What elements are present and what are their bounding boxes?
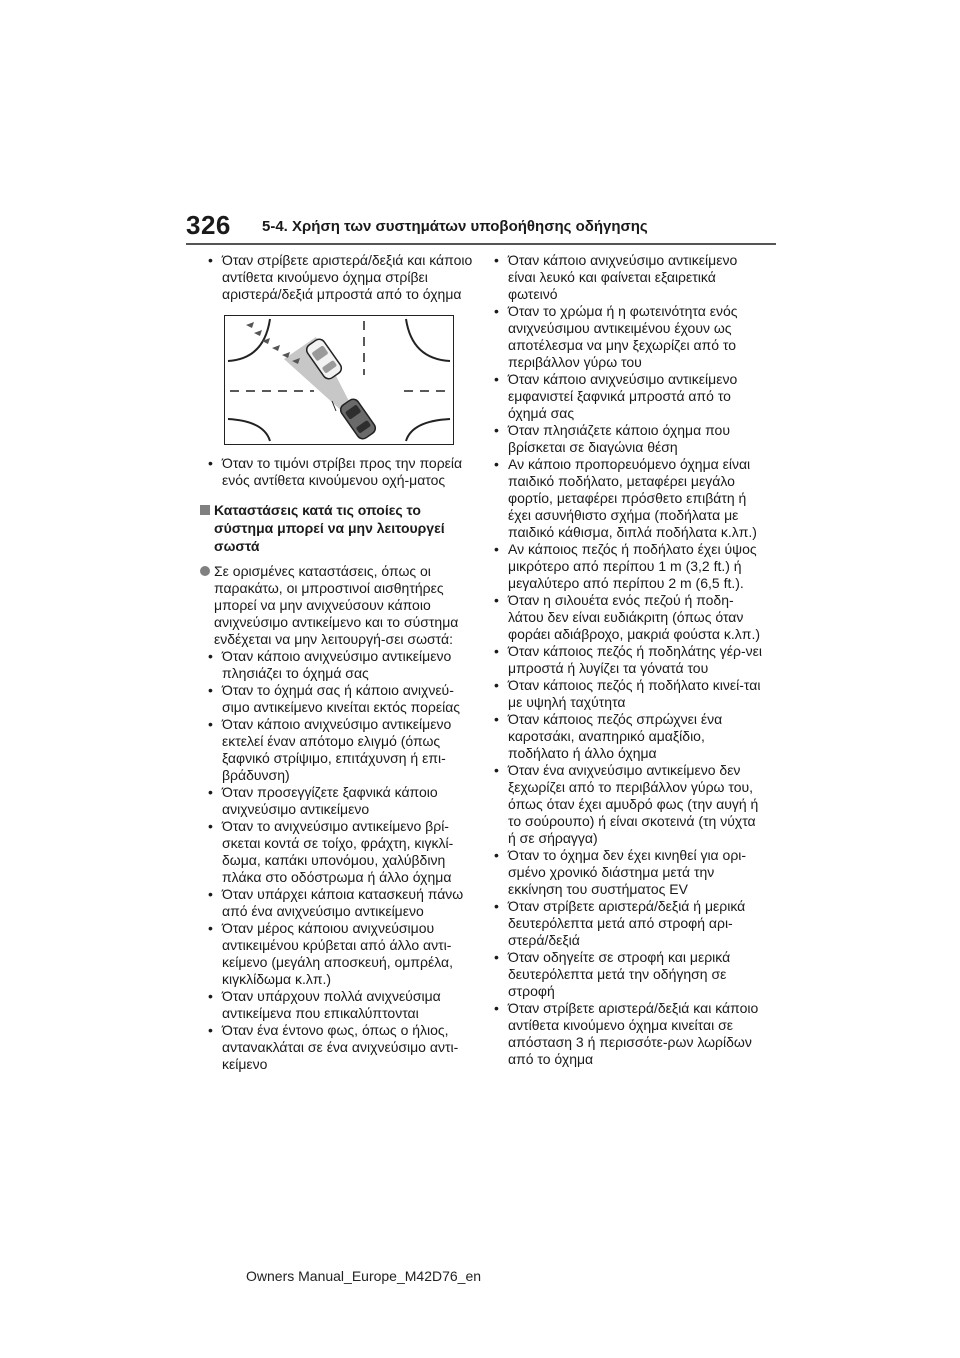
right-column <box>494 252 766 1068</box>
list-item: • Όταν στρίβετε αριστερά/δεξιά ή μερικά δευτερόλεπτα μετά από στροφή αρι-στερά/δεξιά <box>494 898 766 949</box>
right-bullet-list <box>494 252 766 1068</box>
list-item: • Όταν κάποιος πεζός ή ποδήλατο κινεί-ται με υψηλή ταχύτητα <box>494 677 766 711</box>
header-rule <box>186 243 776 245</box>
list-item: • Όταν κάποιος πεζός σπρώχνει ένα καροτσάκι, αναπηρικό αμαξίδιο, ποδήλατο ή άλλο όχημα <box>494 711 766 762</box>
list-item: • Όταν πλησιάζετε κάποιο όχημα που βρίσκεται σε διαγώνια θέση <box>494 422 766 456</box>
list-item: • Όταν κάποιο ανιχνεύσιμο αντικείμενο είναι λευκό και φαίνεται εξαιρετικά φωτεινό <box>494 252 766 303</box>
section-title: 5-4. Χρήση των συστημάτων υποβοήθησης οδήγησης <box>262 218 648 235</box>
intersection-diagram <box>224 315 454 445</box>
list-item: • Όταν το τιμόνι στρίβει προς την πορεία ενός αντίθετα κινούμενου οχή-ματος <box>208 455 480 489</box>
page-number: 326 <box>186 210 231 240</box>
list-item: • Αν κάποιος πεζός ή ποδήλατο έχει ύψος μικρότερο από περίπου 1 m (3,2 ft.) ή μεγαλύτερο από περίπου 2 m (6,5 ft.). <box>494 541 766 592</box>
list-item: • Όταν προσεγγίζετε ξαφνικά κάποιο ανιχνεύσιμο αντικείμενο <box>208 784 480 818</box>
footer-text: Owners Manual_Europe_M42D76_en <box>246 1268 482 1284</box>
list-item: • Όταν κάποιο ανιχνεύσιμο αντικείμενο πλησιάζει το όχημά σας <box>208 648 480 682</box>
list-item: • Όταν στρίβετε αριστερά/δεξιά και κάποιο αντίθετα κινούμενο όχημα κινείται σε απόσταση 3 ή περισσότε-ρων λωρίδων από το όχημα <box>494 1000 766 1068</box>
intro-bullet-list <box>208 252 480 303</box>
list-item: • Όταν κάποιο ανιχνεύσιμο αντικείμενο εκτελεί έναν απότομο ελιγμό (όπως ξαφνικό στρίψιμο, επιτάχυνση ή επι-βράδυνση) <box>208 716 480 784</box>
after-figure-bullet-list <box>208 455 480 489</box>
list-item: • Όταν μέρος κάποιου ανιχνεύσιμου αντικειμένου κρύβεται από άλλο αντι-κείμενο (μεγάλη αποσκευή, ομπρέλα, κιγκλίδωμα κ.λπ.) <box>208 920 480 988</box>
list-item: • Όταν κάποιο ανιχνεύσιμο αντικείμενο εμφανιστεί ξαφνικά μπροστά από το όχημά σας <box>494 371 766 422</box>
list-item: • Όταν κάποιος πεζός ή ποδηλάτης γέρ-νει μπροστά ή λυγίζει τα γόνατά του <box>494 643 766 677</box>
list-item: • Όταν η σιλουέτα ενός πεζού ή ποδη-λάτου δεν είναι ευδιάκριτη (όπως όταν φοράει αδιάβροχο, μακριά φούστα κ.λπ.) <box>494 592 766 643</box>
intro-paragraph <box>200 563 480 648</box>
list-item: • Όταν το όχημα δεν έχει κινηθεί για ορι-σμένο χρονικό διάστημα μετά την εκκίνηση του συστήματος EV <box>494 847 766 898</box>
malfunction-heading-text: Καταστάσεις κατά τις οποίες το σύστημα μπορεί να μην λειτουργεί σωστά <box>214 502 445 554</box>
list-item: • Όταν στρίβετε αριστερά/δεξιά και κάποιο αντίθετα κινούμενο όχημα στρίβει αριστερά/δεξιά μπροστά από το όχημα <box>208 252 480 303</box>
list-item: • Αν κάποιο προπορευόμενο όχημα είναι παιδικό ποδήλατο, μεταφέρει μεγάλο φορτίο, μεταφέρει πρόσθετο επιβάτη ή έχει ασυνήθιστο σχήμα (ποδήλατα με παιδικό κάθισμα, διπλά ποδήλατα κ.λπ.) <box>494 456 766 541</box>
list-item: • Όταν το ανιχνεύσιμο αντικείμενο βρί-σκεται κοντά σε τοίχο, φράχτη, κιγκλί-δωμα, καπάκι υπονόμου, χαλύβδινη πλάκα στο οδόστρωμα ή άλλο όχημα <box>208 818 480 886</box>
intersection-illustration <box>224 315 454 445</box>
list-item: • Όταν υπάρχει κάποια κατασκευή πάνω από ένα ανιχνεύσιμο αντικείμενο <box>208 886 480 920</box>
circle-bullet-icon <box>200 566 210 576</box>
malfunction-heading <box>200 501 480 555</box>
list-item: • Όταν το χρώμα ή η φωτεινότητα ενός ανιχνεύσιμου αντικειμένου έχουν ως αποτέλεσμα να μην ξεχωρίζει από το περιβάλλον γύρω του <box>494 303 766 371</box>
square-bullet-icon <box>200 505 210 515</box>
situations-bullet-list <box>208 648 480 1073</box>
list-item: • Όταν ένα έντονο φως, όπως ο ήλιος, αντανακλάται σε ένα ανιχνεύσιμο αντι-κείμενο <box>208 1022 480 1073</box>
intro-paragraph-text: Σε ορισμένες καταστάσεις, όπως οι παρακάτω, οι μπροστινοί αισθητήρες μπορεί να μην ανιχνεύσουν κάποιο ανιχνεύσιμο αντικείμενο και το σύστημα ενδέχεται να μην λειτουργή-σει σωστά: <box>214 563 459 647</box>
list-item: • Όταν οδηγείτε σε στροφή και μερικά δευτερόλεπτα μετά την οδήγηση σε στροφή <box>494 949 766 1000</box>
list-item: • Όταν ένα ανιχνεύσιμο αντικείμενο δεν ξεχωρίζει από το περιβάλλον γύρω του, όπως όταν έχει αμυδρό φως (την αυγή ή το σούρουπο) ή είναι σκοτεινά (τη νύχτα ή σε σήραγγα) <box>494 762 766 847</box>
list-item: • Όταν το όχημά σας ή κάποιο ανιχνεύ-σιμο αντικείμενο κινείται εκτός πορείας <box>208 682 480 716</box>
left-column <box>208 252 480 1073</box>
list-item: • Όταν υπάρχουν πολλά ανιχνεύσιμα αντικείμενα που επικαλύπτονται <box>208 988 480 1022</box>
